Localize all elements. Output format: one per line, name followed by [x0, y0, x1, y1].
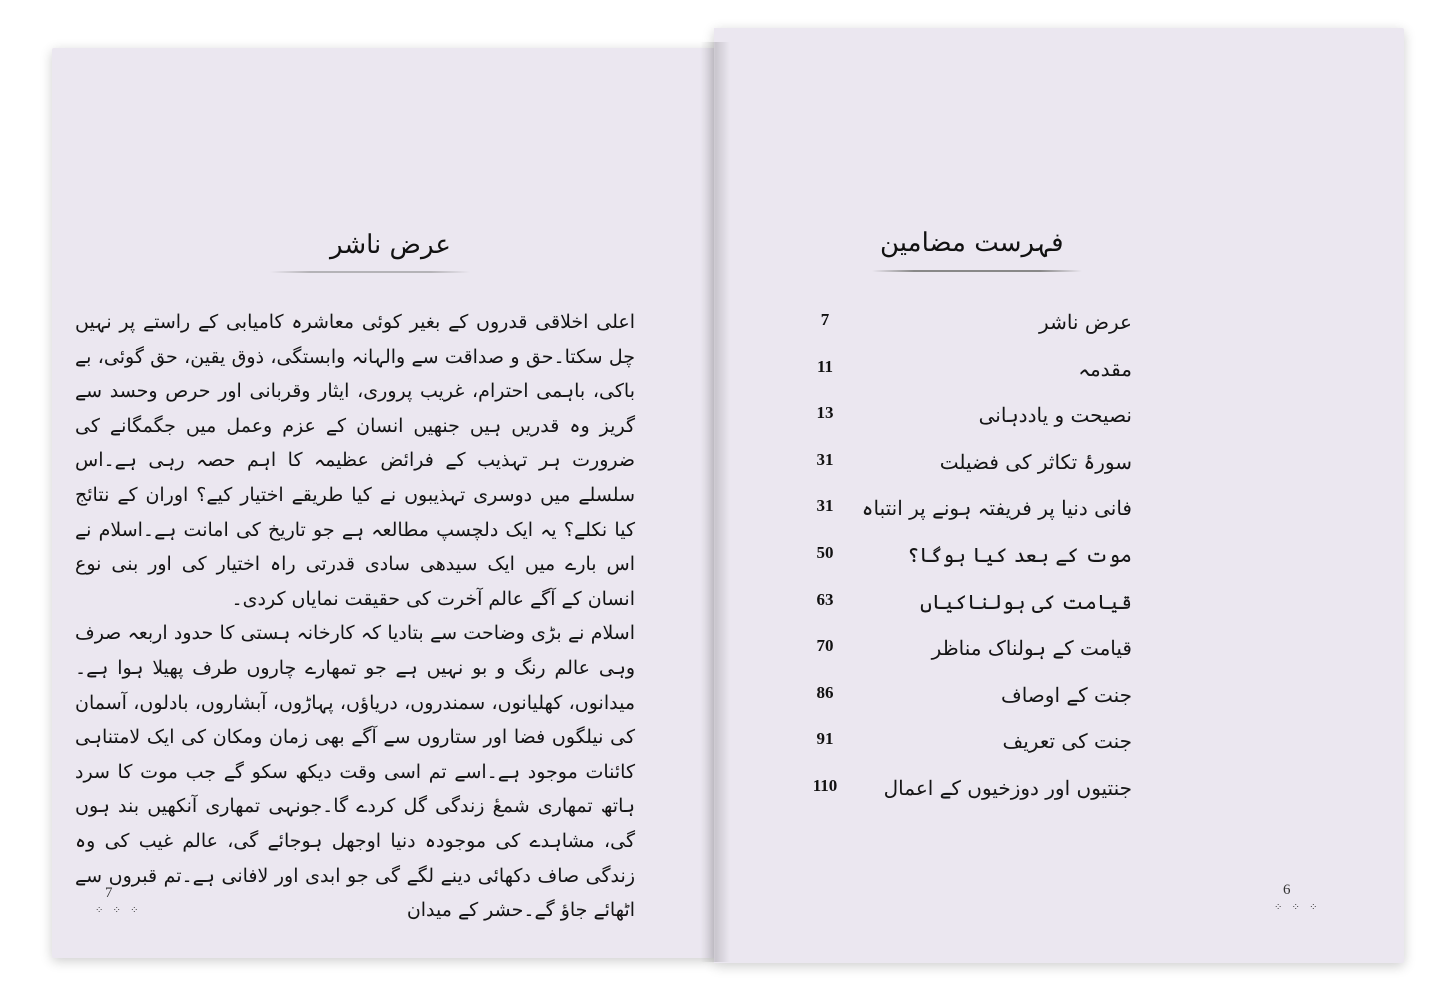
toc-row[interactable] [790, 729, 1180, 776]
toc-entry-page: 86 [816, 682, 834, 702]
toc-row[interactable] [790, 590, 1180, 637]
toc-entry-title: قیامت کے ہولناک مناظر [931, 636, 1132, 661]
toc-entry-title: نصیحت و یاددہانی [978, 403, 1132, 428]
contents-title: فہرست مضامین [880, 228, 1064, 258]
toc-entry-title: عرض ناشر [1039, 310, 1132, 334]
toc-entry-page: 13 [816, 403, 834, 423]
toc-row[interactable] [790, 357, 1180, 404]
paragraph-1: اعلی اخلاقی قدروں کے بغیر کوئی معاشرہ کامیابی کے راستے پر نہیں چل سکتا۔حق و صداقت سے والہانہ وابستگی، ذوق یقین، حق گوئی، بے باکی، باہمی احترام، غریب پروری، ایثار وقربانی اور حرص وحسد سے گریز وہ قدریں ہیں جنھیں انسان کے عزم وعمل میں جگمگانے کی ضرورت ہر تہذیب کے فرائض عظیمہ کا اہم حصہ رہی ہے۔اس سلسلے میں دوسری تہذیبوں نے کیا طریقے اختیار کیے؟ اوران کے نتائج کیا نکلے؟ یہ ایک دلچسپ مطالعہ ہے جو تاریخ کی امانت ہے۔اسلام نے اس بارے میں ایک سیدھی سادی قدرتی راہ اختیار کی اور بنی نوع انسان کے آگے عالم آخرت کی حقیقت نمایاں کردی۔ [75, 311, 635, 610]
toc-entry-title: جنتیوں اور دوزخیوں کے اعمال [883, 775, 1132, 800]
publisher-note-title: عرض ناشر [330, 230, 451, 260]
toc-entry-title: موت کے بعد کیا ہوگا؟ [907, 542, 1132, 567]
toc-entry-page: 7 [820, 310, 830, 329]
toc-entry-title: فانی دنیا پر فریفتہ ہونے پر انتباہ [861, 496, 1132, 521]
toc-entry-title: مقدمہ [1078, 356, 1132, 381]
toc-entry-page: 50 [816, 542, 834, 562]
page-number-left: 7 [105, 885, 113, 901]
title-underline-left [270, 271, 470, 273]
toc-entry-page: 91 [816, 729, 834, 749]
ornament-dots-left: ⁘ ⁘ ⁘ [95, 905, 142, 916]
toc-entry-page: 63 [816, 589, 834, 609]
toc-row[interactable] [790, 543, 1180, 590]
toc-row[interactable] [790, 683, 1180, 730]
toc-entry-page: 11 [816, 356, 834, 376]
toc-entry-title: جنت کی تعریف [1002, 729, 1132, 754]
toc-entry-title: سورۂ تکاثر کی فضیلت [939, 449, 1132, 474]
toc-row[interactable] [790, 450, 1180, 497]
toc-row[interactable] [790, 776, 1180, 823]
toc-entry-page: 70 [816, 636, 834, 656]
toc-entry-page: 110 [812, 775, 838, 795]
toc-entry-page: 31 [816, 449, 834, 469]
ornament-dots-right: ⁘ ⁘ ⁘ [1274, 902, 1321, 913]
toc-row[interactable] [790, 636, 1180, 683]
toc-entry-page: 31 [816, 496, 834, 516]
title-underline-right [872, 270, 1082, 272]
page-number-right: 6 [1283, 882, 1291, 898]
publisher-note-body [75, 305, 635, 928]
toc-entry-title: قیامت کی ہولناکیاں [920, 589, 1132, 614]
paragraph-2: اسلام نے بڑی وضاحت سے بتادیا کہ کارخانہ ہستی کا حدود اربعہ صرف وہی عالم رنگ و بو نہیں ہے جو تمھارے چاروں طرف پھیلا ہوا ہے۔میدانوں، کھلیانوں، سمندروں، دریاؤں، پہاڑوں، آبشاروں، بادلوں، آسمان کی نیلگوں فضا اور ستاروں سے آگے بھی زمان ومکان کی ایک لامتناہی کائنات موجود ہے۔اسے تم اسی وقت دیکھ سکو گے جب موت کا سرد ہاتھ تمھاری شمعٔ زندگی گل کردے گا۔جونہی تمھاری آنکھیں بند ہوں گی، مشاہدے کی موجودہ دنیا اوجھل ہوجائے گی، عالم غیب کی وہ زندگی صاف دکھائی دینے لگے گی جو ابدی اور لافانی ہے۔تم قبروں سے اٹھائے جاؤ گے۔حشر کے میدان [75, 622, 635, 922]
table-of-contents [790, 310, 1180, 823]
toc-row[interactable] [790, 496, 1180, 543]
toc-row[interactable] [790, 310, 1180, 357]
toc-row[interactable] [790, 403, 1180, 450]
toc-entry-title: جنت کے اوصاف [1000, 682, 1132, 707]
